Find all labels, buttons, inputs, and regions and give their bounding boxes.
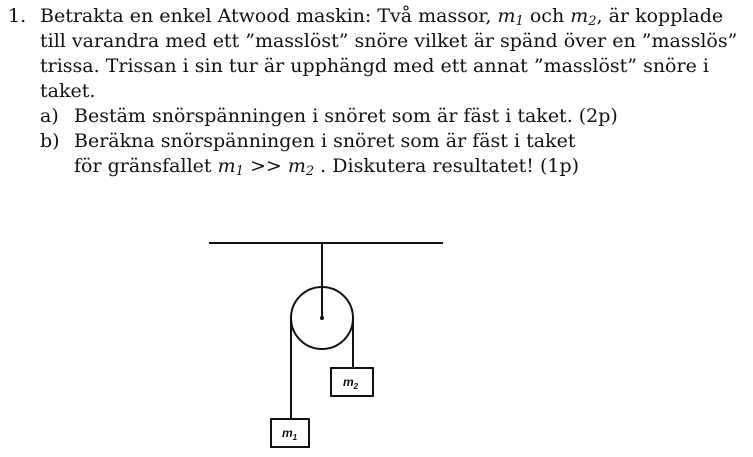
subquestion-a-label: a) (40, 105, 59, 127)
mass1-label: $m_1$ (282, 426, 298, 442)
intro-text-part1: Betrakta en enkel Atwood maskin: Två massor, (40, 5, 498, 27)
subquestion-b-line2: för gränsfallet $m_1 >> m_2$ . Diskutera resultatet! (1p) (74, 155, 580, 179)
pulley-axle (320, 316, 324, 320)
intro-text-part2: och (523, 5, 571, 27)
problem-number: 1. (8, 5, 27, 27)
subquestion-b-line1: Beräkna snörspänningen i snöret som är fäst i taket (74, 130, 576, 152)
limit-mass2-symbol: $m_2$ (287, 155, 315, 179)
subquestion-b-label: b) (40, 130, 60, 152)
limit-mass1-symbol: $m_1$ (217, 155, 244, 179)
subquestion-a-text: Bestäm snörspänningen i snöret som är fäst i taket. (2p) (74, 105, 618, 127)
mass1-symbol: $m_1$ (497, 5, 524, 29)
intro-text-part3: , är kopplade till varandra med ett ”masslöst” snöre vilket är spänd över en ”masslös” trissa. Trissan i sin tur är upphängd med ett annat ”masslöst” snöre i taket. (40, 5, 738, 102)
mass2-symbol: $m_2$ (570, 5, 597, 29)
mass2-label: $m_2$ (343, 375, 359, 391)
